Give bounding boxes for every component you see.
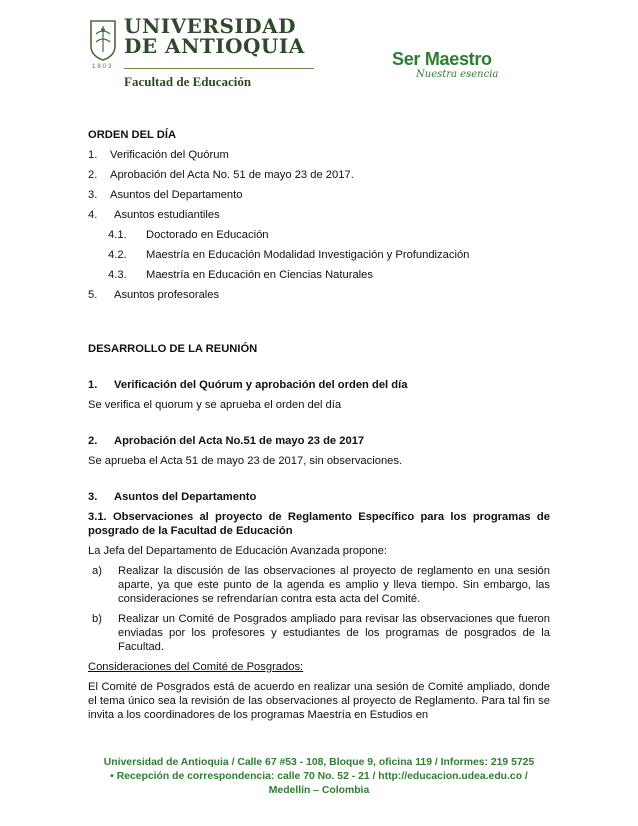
orden-subitem: 4.2. Maestría en Educación Modalidad Investigación y Profundización (108, 249, 470, 261)
section-text: La Jefa del Departamento de Educación Avanzada propone: (88, 545, 387, 557)
page-footer (88, 756, 550, 798)
brand-subtitle: Nuestra esencia (416, 69, 499, 80)
orden-item: 2. Aprobación del Acta No. 51 de mayo 23 de 2017. (88, 169, 354, 181)
brand-title: Ser Maestro (392, 49, 492, 69)
consideraciones-text: El Comité de Posgrados está de acuerdo en realizar una sesión de Comité ampliado, donde el tema único sea la revisión de las observaciones al proyecto de Reglamento. Para tal fin se invita a los coordinadores de los programas Maestría en Estudios en (88, 681, 550, 721)
university-name-line1: UNIVERSIDAD (124, 14, 296, 38)
footer-address: Universidad de Antioquia / Calle 67 #53 - 108, Bloque 9, oficina 119 / Informes: 219 5725 (103, 757, 535, 768)
document-body (88, 128, 550, 722)
desarrollo-title: DESARROLLO DE LA REUNIÓN (88, 343, 258, 355)
section-heading: 1. Verificación del Quórum y aprobación del orden del día (88, 379, 408, 391)
orden-item: 4. Asuntos estudiantiles (88, 209, 220, 221)
letterhead (88, 6, 558, 98)
section-text: Se verifica el quorum y se aprueba el orden del día (88, 399, 342, 411)
orden-item: 3. Asuntos del Departamento (88, 189, 243, 201)
ser-maestro-logo (392, 50, 498, 80)
founding-year: 1803 (92, 64, 114, 70)
section-text: Se aprueba el Acta 51 de mayo 23 de 2017, sin observaciones. (88, 455, 403, 467)
orden-subitem: 4.1. Doctorado en Educación (108, 229, 269, 241)
orden-item: 5. Asuntos profesorales (88, 289, 220, 301)
university-name (124, 16, 305, 56)
subsection-heading: 3.1. Observaciones al proyecto de Reglamento Específico para los programas de posgrado de la Facultad de Educación (88, 511, 550, 537)
header-divider (124, 68, 314, 69)
footer-city: Medellín – Colombia (268, 785, 370, 796)
proposal-item: a) Realizar la discusión de las observaciones al proyecto de reglamento en una sesión aparte, ya que este punto de la agenda es amplio y lleva tiempo. Sin embargo, las consideraciones se refrendarían contra esta acta del Comité. (92, 565, 550, 605)
orden-subitem: 4.3. Maestría en Educación en Ciencias Naturales (108, 269, 373, 281)
footer-correspondence: • Recepción de correspondencia: calle 70 No. 52 - 21 / http://educacion.udea.edu.co / (110, 771, 528, 782)
orden-item: 1. Verificación del Quórum (88, 149, 229, 161)
faculty-name: Facultad de Educación (124, 74, 252, 89)
section-heading: 3. Asuntos del Departamento (88, 491, 257, 503)
section-heading: 2. Aprobación del Acta No.51 de mayo 23 de 2017 (88, 435, 365, 447)
university-seal-icon (88, 18, 118, 62)
university-name-line2: DE ANTIOQUIA (124, 34, 305, 58)
orden-title: ORDEN DEL DÍA (88, 129, 177, 141)
proposal-item: b) Realizar un Comité de Posgrados ampliado para revisar las observaciones que fueron enviadas por los profesores y estudiantes de los programas de posgrados de la Facultad. (92, 613, 550, 653)
consideraciones-title: Consideraciones del Comité de Posgrados: (88, 661, 304, 673)
